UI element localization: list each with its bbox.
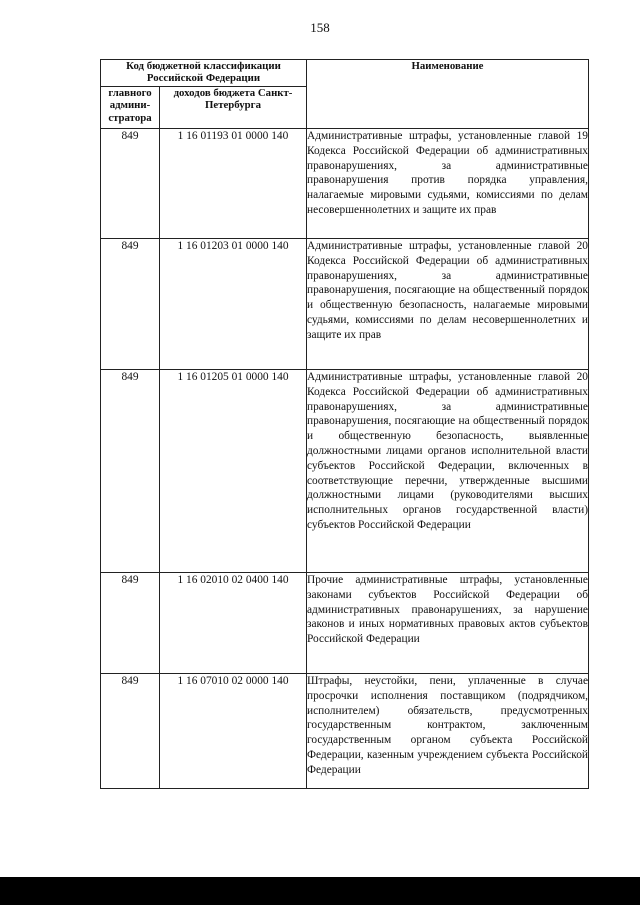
cell-admin-code: 849 (101, 129, 160, 239)
cell-revenue-code: 1 16 02010 02 0400 140 (160, 573, 307, 674)
cell-name: Административные штрафы, установленные главой 20 Кодекса Российской Федерации об административных правонарушениях, за административные правонарушения, посягающие на общественный порядок и общественную безопасность, налагаемые мировыми судьями, комиссиями по делам несовершеннолетних и защите их прав (307, 239, 589, 370)
header-classification-code: Код бюджетной классификации Российской Федерации (101, 60, 307, 87)
page-number: 158 (310, 20, 330, 35)
cell-admin-code: 849 (101, 239, 160, 370)
cell-revenue-code: 1 16 07010 02 0000 140 (160, 674, 307, 789)
table-row (101, 370, 589, 573)
cell-admin-code: 849 (101, 674, 160, 789)
cell-admin-code: 849 (101, 573, 160, 674)
header-budget-revenue: доходов бюджета Санкт-Петербурга (160, 87, 307, 129)
cell-name: Административные штрафы, установленные главой 20 Кодекса Российской Федерации об административных правонарушениях, за административные правонарушения, посягающие на общественный порядок и общественную безопасность, выявленные должностными лицами органов исполнительной власти субъектов Российской Федерации, включенных в соответствующие перечни, утвержденные высшими должностными лицами (руководителями высших исполнительных органов государственной власти) субъектов Российской Федерации (307, 370, 589, 573)
table-row (101, 674, 589, 789)
cell-name: Штрафы, неустойки, пени, уплаченные в случае просрочки исполнения поставщиком (подрядчиком, исполнителем) обязательств, предусмотренных государственным контрактом, заключенным государственным органом субъекта Российской Федерации, казенным учреждением субъекта Российской Федерации (307, 674, 589, 789)
budget-classification-table (100, 59, 589, 789)
cell-admin-code: 849 (101, 370, 160, 573)
table-body (101, 129, 589, 789)
header-chief-administrator: главного админи-стратора (101, 87, 160, 129)
scan-bottom-edge (0, 877, 640, 905)
table-row (101, 129, 589, 239)
cell-revenue-code: 1 16 01203 01 0000 140 (160, 239, 307, 370)
header-name: Наименование (307, 60, 589, 129)
table-row (101, 239, 589, 370)
table-header (101, 60, 589, 129)
cell-name: Административные штрафы, установленные главой 19 Кодекса Российской Федерации об административных правонарушениях, за административные правонарушения против порядка управления, налагаемые мировыми судьями, комиссиями по делам несовершеннолетних и защите их прав (307, 129, 589, 239)
cell-revenue-code: 1 16 01205 01 0000 140 (160, 370, 307, 573)
cell-name: Прочие административные штрафы, установленные законами субъектов Российской Федерации об административных правонарушениях, за нарушение законов и иных нормативных правовых актов субъектов Российской Федерации (307, 573, 589, 674)
cell-revenue-code: 1 16 01193 01 0000 140 (160, 129, 307, 239)
table-row (101, 573, 589, 674)
